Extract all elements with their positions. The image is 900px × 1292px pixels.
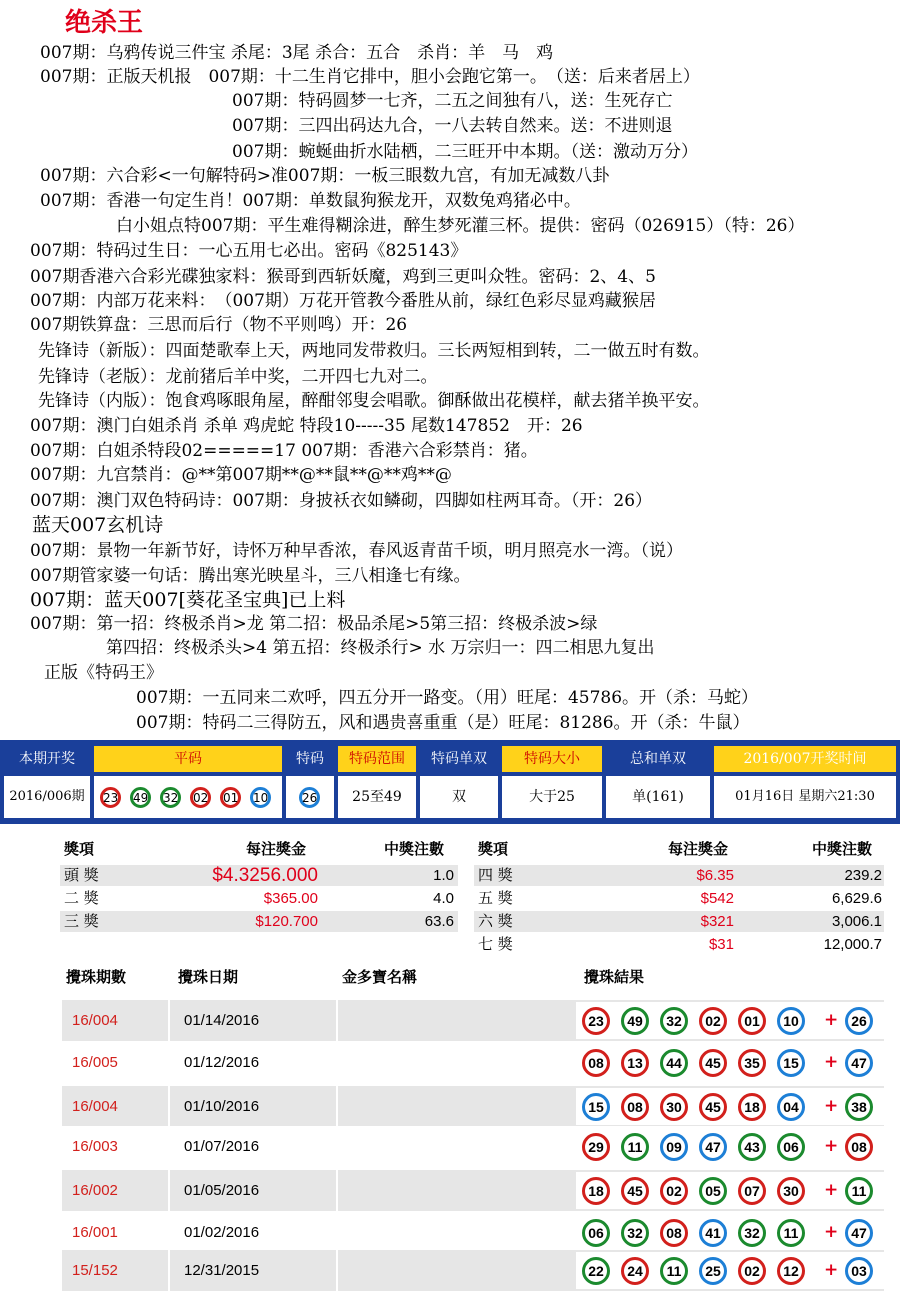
ball: 32 [160,787,181,808]
result-ball: 07 [738,1177,766,1205]
text-line: 007期：九宫禁肖：@**第007期**@**鼠**@**鸡**@ [30,465,452,485]
result-period: 16/005 [72,1054,118,1071]
plus-sign: + [824,1096,839,1116]
text-line: 007期：白姐杀特段02=====17 007期：香港六合彩禁肖：猪。 [30,441,538,461]
result-ball: 11 [660,1257,688,1285]
result-ball: 11 [777,1219,805,1247]
result-date: 01/02/2016 [184,1224,260,1241]
result-ball: 15 [777,1049,805,1077]
prize-name: 七 獎 [478,935,513,953]
prize-amount: $321 [700,913,734,930]
column-divider [168,1042,170,1083]
prize-header: 獎項 [478,840,509,858]
result-special-ball: 38 [845,1093,873,1121]
text-line: 007期：香港一句定生肖！007期：单数鼠狗猴龙开，双数兔鸡猪必中。 [40,191,581,211]
prize-amount: $120.700 [255,913,318,930]
text-line: 007期：第一招：终极杀肖>龙 第二招：极品杀尾>5第三招：终极杀波>绿 [30,614,598,634]
text-line: 白小姐点特007期：平生难得糊涂进，醉生梦死灌三杯。提供：密码（026915）（特：26） [116,216,805,236]
result-period: 16/002 [72,1182,118,1199]
result-ball: 15 [582,1093,610,1121]
result-ball: 30 [660,1093,688,1121]
results-header: 攪珠日期 [178,968,239,986]
ball: 02 [190,787,211,808]
header-cell: 特码 [286,746,334,772]
column-divider [168,1000,170,1041]
column-divider [168,1250,170,1291]
prize-row [60,888,458,909]
result-date: 01/07/2016 [184,1138,260,1155]
result-ball: 32 [738,1219,766,1247]
text-line: 007期香港六合彩光碟独家料：猴哥到西斩妖魔，鸡到三更叫众牲。密码：2、4、5 [30,267,656,287]
plus-sign: + [824,1260,839,1280]
result-ball: 09 [660,1133,688,1161]
result-ball: 06 [582,1219,610,1247]
prize-name: 六 獎 [478,912,513,930]
ball: 10 [250,787,271,808]
result-balls [576,1002,884,1039]
result-special-ball: 47 [845,1049,873,1077]
column-divider [336,1250,338,1291]
result-ball: 08 [660,1219,688,1247]
results-header: 攪珠結果 [584,968,645,986]
result-ball: 04 [777,1093,805,1121]
result-row [62,1042,884,1083]
text-line: 007期管家婆一句话：腾出寒光映星斗，三八相逢七有缘。 [30,566,471,586]
result-period: 15/152 [72,1262,118,1279]
result-ball: 49 [621,1007,649,1035]
result-period: 16/004 [72,1098,118,1115]
result-balls [576,1252,884,1289]
result-ball: 10 [777,1007,805,1035]
result-ball: 25 [699,1257,727,1285]
result-ball: 32 [660,1007,688,1035]
result-ball: 32 [621,1219,649,1247]
text-line: 007期：澳门双色特码诗：007期：身披袄衣如鳞砌，四脚如柱两耳奇。（开：26） [30,491,653,511]
result-ball: 01 [738,1007,766,1035]
result-balls [576,1214,884,1251]
plus-sign: + [824,1180,839,1200]
result-ball: 44 [660,1049,688,1077]
text-line: 007期：正版天机报 007期：十二生肖它排中，胆小会跑它第一。 （送：后来者居上） [40,67,700,87]
prize-count: 4.0 [433,890,454,907]
text-line: 正版《特码王》 [44,663,163,683]
text-line: 007期：景物一年新节好，诗怀万种早香浓，春风返青苗千顷，明月照亮水一湾。（说） [30,541,683,561]
ball: 49 [130,787,151,808]
result-ball: 13 [621,1049,649,1077]
prize-amount: $542 [700,890,734,907]
result-ball: 45 [699,1049,727,1077]
text-line: 先锋诗（新版）：四面楚歌奉上天，两地同发带救归。三长两短相到转，二一做五时有数。 [38,341,710,361]
result-row [62,1000,884,1041]
sum-cell: 单(161) [606,776,710,818]
result-ball: 11 [621,1133,649,1161]
ball: 23 [100,787,121,808]
result-balls [576,1128,884,1165]
column-divider [168,1170,170,1211]
prize-row [474,865,884,886]
result-ball: 29 [582,1133,610,1161]
plus-sign: + [824,1052,839,1072]
text-line: 007期：三四出码达九合，一八去转自然来。送：不进则退 [232,116,673,136]
column-divider [168,1212,170,1253]
result-ball: 06 [777,1133,805,1161]
text-line: 第四招：终极杀头>4 第五招：终极杀行> 水 万宗归一：四二相思九复出 [106,638,655,658]
prize-count: 3,006.1 [831,913,882,930]
balls-cell [94,776,282,818]
prize-row [60,911,458,932]
result-ball: 41 [699,1219,727,1247]
special-cell [286,776,334,818]
result-ball: 18 [738,1093,766,1121]
result-ball: 08 [582,1049,610,1077]
prize-amount: $6.35 [696,867,734,884]
result-date: 01/10/2016 [184,1098,260,1115]
prize-name: 四 獎 [478,866,513,884]
result-ball: 45 [699,1093,727,1121]
prize-count: 6,629.6 [831,890,882,907]
prize-name: 二 獎 [64,889,99,907]
prize-header: 每注獎金 [246,840,307,858]
text-line: 007期：六合彩<一句解特码>准007期：一板三眼数九宫，有加无减数八卦 [40,166,610,186]
results-header: 金多寶名稱 [342,968,418,986]
column-divider [336,1086,338,1127]
result-period: 16/004 [72,1012,118,1029]
plus-sign: + [824,1136,839,1156]
text-line: 007期：特码过生日：一心五用七必出。密码《825143》 [30,241,468,261]
result-ball: 02 [738,1257,766,1285]
prize-header: 獎項 [64,840,95,858]
header-cell: 2016/007开奖时间 [714,746,896,772]
prize-row [474,888,884,909]
prize-amount: $365.00 [263,890,318,907]
result-row [62,1086,884,1127]
result-balls [576,1088,884,1125]
results-header: 攪珠期數 [66,968,127,986]
range-cell: 25至49 [338,776,416,818]
plus-sign: + [824,1222,839,1242]
header-cell: 总和单双 [606,746,710,772]
result-ball: 23 [582,1007,610,1035]
column-divider [168,1126,170,1167]
result-balls [576,1044,884,1081]
prize-name: 頭 獎 [64,866,99,884]
prize-row [474,934,884,955]
result-period: 16/001 [72,1224,118,1241]
result-date: 01/12/2016 [184,1054,260,1071]
prize-count: 12,000.7 [823,936,882,953]
result-ball: 43 [738,1133,766,1161]
prize-row [474,911,884,932]
special-ball: 26 [299,787,320,808]
column-divider [336,1170,338,1211]
text-line: 007期：特码二三得防五，风和遇贵喜重重（是）旺尾：81286。开（杀：牛鼠） [136,713,750,733]
prize-amount: $4.3256.000 [212,865,318,886]
text-line: 007期：蜿蜒曲折水陆栖，二三旺开中本期。（送：激动万分） [232,142,698,162]
result-row [62,1212,884,1253]
header-cell: 本期开奖 [4,746,90,772]
odd-even-cell: 双 [420,776,498,818]
text-line: 007期：一五同来二欢呼，四五分开一路变。（用）旺尾：45786。开（杀：马蛇） [136,688,759,708]
prize-count: 239.2 [844,867,882,884]
header-cell: 特码大小 [502,746,602,772]
prize-header: 中獎注數 [384,840,445,858]
result-row [62,1250,884,1291]
result-ball: 12 [777,1257,805,1285]
result-ball: 47 [699,1133,727,1161]
result-ball: 24 [621,1257,649,1285]
column-divider [336,1212,338,1253]
prize-count: 1.0 [433,867,454,884]
plus-sign: + [824,1010,839,1030]
column-divider [336,1126,338,1167]
column-divider [336,1000,338,1041]
header-cell: 特码范围 [338,746,416,772]
prize-count: 63.6 [424,913,454,930]
column-divider [168,1086,170,1127]
result-date: 12/31/2015 [184,1262,260,1279]
text-line: 007期：乌鸦传说三件宝 杀尾：3尾 杀合：五合 杀肖：羊 马 鸡 [40,43,554,63]
next-time-cell: 01月16日 星期六21:30 [714,776,896,818]
result-special-ball: 11 [845,1177,873,1205]
prize-row [60,865,458,886]
text-line: 007期：内部万花来料： （007期）万花开管教今番胜从前，绿红色彩尽显鸡藏猴居 [30,291,656,311]
prize-amount: $31 [708,936,734,953]
result-row [62,1170,884,1211]
result-ball: 30 [777,1177,805,1205]
result-ball: 02 [660,1177,688,1205]
result-special-ball: 03 [845,1257,873,1285]
text-line: 007期：特码圆梦一七齐，二五之间独有八，送：生死存亡 [232,91,673,111]
result-ball: 22 [582,1257,610,1285]
result-special-ball: 47 [845,1219,873,1247]
text-line: 先锋诗（老版）：龙前猪后羊中奖，二开四七九对二。 [38,367,438,387]
result-ball: 08 [621,1093,649,1121]
prize-header: 每注獎金 [668,840,729,858]
big-small-cell: 大于25 [502,776,602,818]
result-special-ball: 08 [845,1133,873,1161]
prize-header: 中獎注數 [812,840,873,858]
result-period: 16/003 [72,1138,118,1155]
result-ball: 02 [699,1007,727,1035]
header-cell: 特码单双 [420,746,498,772]
period-cell: 2016/006期 [4,776,90,818]
result-ball: 05 [699,1177,727,1205]
result-ball: 45 [621,1177,649,1205]
ball: 01 [220,787,241,808]
text-line: 蓝天007玄机诗 [32,514,164,536]
page-title: 绝杀王 [65,8,144,38]
text-line: 007期：蓝天007[葵花圣宝典]已上料 [30,589,346,611]
text-line: 007期：澳门白姐杀肖 杀单 鸡虎蛇 特段10-----35 尾数147852 开：26 [30,416,583,436]
text-line: 先锋诗（内版）：饱食鸡啄眼角屋，醉酣邻叟会唱歌。御酥做出花模样，献去猪羊换平安。 [38,391,710,411]
result-balls [576,1172,884,1209]
header-cell: 平码 [94,746,282,772]
column-divider [336,1042,338,1083]
prize-name: 三 獎 [64,912,99,930]
result-special-ball: 26 [845,1007,873,1035]
draw-table [0,740,900,824]
prize-name: 五 獎 [478,889,513,907]
result-date: 01/05/2016 [184,1182,260,1199]
text-line: 007期铁算盘：三思而后行（物不平则鸣）开：26 [30,315,408,335]
result-date: 01/14/2016 [184,1012,260,1029]
result-row [62,1126,884,1167]
result-ball: 18 [582,1177,610,1205]
result-ball: 35 [738,1049,766,1077]
